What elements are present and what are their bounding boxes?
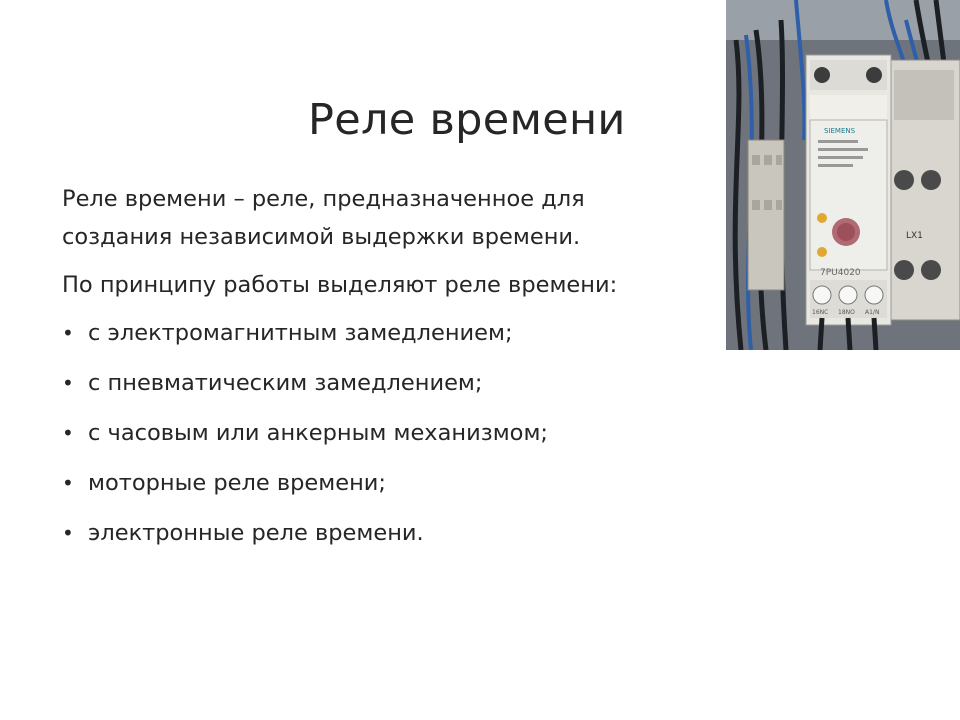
- bullet-item: [62, 314, 702, 352]
- intro-text: По принципу работы выделяют реле времени:: [62, 272, 618, 298]
- bullet-text: с пневматическим замедлением;: [88, 370, 483, 396]
- relay-photo: [726, 0, 960, 350]
- slide-title: Реле времени: [308, 94, 626, 145]
- bullet-text: с электромагнитным замедлением;: [88, 320, 513, 346]
- slide-body: [62, 180, 702, 564]
- terminal-label: 16NC: [812, 309, 829, 316]
- bullet-item: [62, 514, 702, 552]
- bullet-text: с часовым или анкерным механизмом;: [88, 420, 548, 446]
- bullet-text: электронные реле времени.: [88, 520, 424, 546]
- relay-photo-graphic: [726, 0, 960, 350]
- brand-label: SIEMENS: [824, 127, 856, 135]
- bullet-dot-icon: •: [62, 421, 74, 445]
- bullet-text: моторные реле времени;: [88, 470, 386, 496]
- definition-text: Реле времени – реле, предназначенное для создания независимой выдержки времени.: [62, 186, 585, 250]
- terminal-label: A1/N: [865, 309, 880, 316]
- bullet-item: [62, 414, 702, 452]
- side-label: LX1: [906, 231, 923, 241]
- bullet-list: [62, 314, 702, 552]
- terminal-label: 18NO: [838, 309, 855, 316]
- bullet-item: [62, 464, 702, 502]
- bullet-dot-icon: •: [62, 521, 74, 545]
- model-label: 7PU4020: [820, 268, 861, 278]
- bullet-item: [62, 364, 702, 402]
- bullet-dot-icon: •: [62, 471, 74, 495]
- bullet-dot-icon: •: [62, 321, 74, 345]
- bullet-dot-icon: •: [62, 371, 74, 395]
